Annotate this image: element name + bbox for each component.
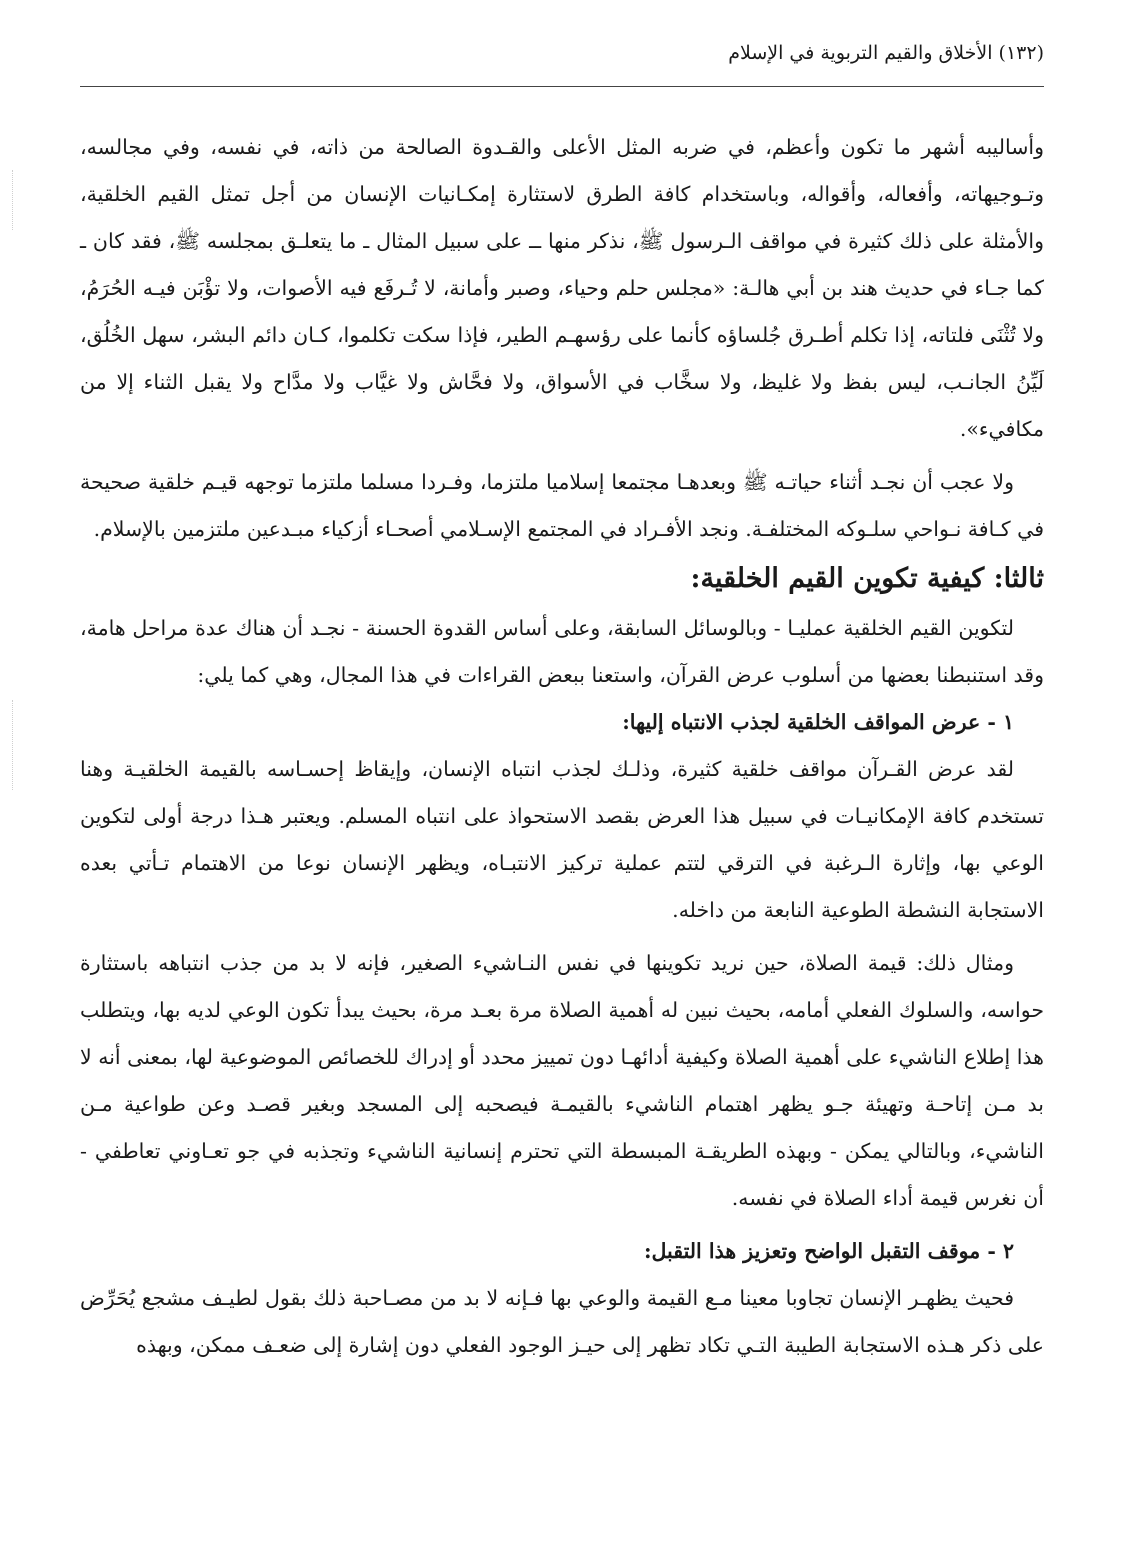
page-body — [80, 124, 1044, 1369]
running-header — [80, 38, 1044, 68]
paragraph: لتكوين القيم الخلقية عمليـا - وبالوسائل السابقة، وعلى أساس القدوة الحسنة - نجـد أن هناك عدة مراحل هامة، وقد استنبطنا بعضها من أسلوب عرض القرآن، واستعنا ببعض القراءات في هذا المجال، وهي كما يلي: — [80, 616, 1044, 687]
paragraph: ولا عجب أن نجـد أثناء حياتـه ﷺ وبعدهـا مجتمعا إسلاميا ملتزما، وفـردا مسلما ملتزما توجهه قيـم خلقية صحيحة في كـافة نـواحي سلـوكه المختلفـة. ونجد الأفـراد في المجتمع الإسـلامي أصحـاء أزكياء مبـدعين ملتزمين بالإسلام. — [80, 470, 1044, 541]
subheading: ٢ - موقف التقبل الواضح وتعزيز هذا التقبل: — [643, 1239, 1014, 1263]
paragraph: ومثال ذلك: قيمة الصلاة، حين نريد تكوينها في نفس النـاشيء الصغير، فإنه لا بد من جذب انتباهه باستثارة حواسه، والسلوك الفعلي أمامه، بحيث نبين له أهمية الصلاة مرة بعـد مرة، بحيث يبدأ تكون الوعي لديه بها، ويتطلب هذا إطلاع الناشيء على أهمية الصلاة وكيفية أدائهـا دون تمييز محدد أو إدراك للخصائص الموضوعية لها، بمعنى أنه لا بد مـن إتاحـة وتهيئة جـو يظهر اهتمام الناشيء بالقيمـة فيصحبه إلى المسجد وبغير قصـد وعن طواعية مـن الناشيء، وبالتالي يمكن - وبهذه الطريقـة المبسطة التي تحترم إنسانية الناشيء وتجذبه في جو تعـاوني تعاطفي - أن نغرس قيمة أداء الصلاة في نفسه. — [80, 951, 1044, 1210]
margin-mark — [12, 700, 13, 790]
book-title: الأخلاق والقيم التربوية في الإسلام — [728, 42, 993, 64]
paragraph: وأساليبه أشهر ما تكون وأعظم، في ضربه المثل الأعلى والقـدوة الصالحة من ذاته، في نفسه، وفي مجالسه، وتـوجيهاته، وأفعاله، وأقواله، وباستخدام كافة الطرق لاستثارة إمكـانيات الإنسان من أجل تمثل القيم الخلقية، والأمثلة على ذلك كثيرة في مواقف الـرسول ﷺ، نذكر منها ــ على سبيل المثال ـ ما يتعلـق بمجلسه ﷺ، فقد كان ـ كما جـاء في حديث هند بن أبي هالـة: «مجلس حلم وحياء، وصبر وأمانة، لا تُـرفَع فيه الأصوات، ولا تؤْبَن فيـه الحُرَمُ، ولا تُثْنَى فلتاته، إذا تكلم أطـرق جُلساؤه كأنما على رؤسهـم الطير، فإذا سكت تكلموا، كـان دائم البشر، سهل الخُلُق، لَيِّنُ الجانـب، ليس بفظ ولا غليظ، ولا سخَّاب في الأسواق، ولا فحَّاش ولا غيَّاب ولا مدَّاح ولا يقبل الثناء إلا من مكافيء». — [80, 135, 1044, 441]
margin-mark — [12, 170, 13, 230]
section-title: ثالثا: كيفية تكوين القيم الخلقية: — [690, 563, 1044, 594]
paragraph: لقد عرض القـرآن مواقف خلقية كثيرة، وذلـك لجذب انتباه الإنسان، وإيقاظ إحسـاسه بالقيمة الخلقيـة وهنا تستخدم كافة الإمكانيـات في سبيل هذا العرض بقصد الاستحواذ على انتباه المسلم. ويعتبر هـذا درجة أولى لتكوين الوعي بها، وإثارة الـرغبة في الترقي لتتم عملية تركيز الانتبـاه، ويظهر الإنسان نوعا من الاهتمام تـأتي بعده الاستجابة النشطة الطوعية النابعة من داخله. — [80, 757, 1044, 922]
paragraph: فحيث يظهـر الإنسان تجاوبا معينا مـع القيمة والوعي بها فـإنه لا بد من مصـاحبة ذلك بقول لطيـف مشجع يُحَرِّض على ذكر هـذه الاستجابة الطيبة التـي تكاد تظهر إلى حيـز الوجود الفعلي دون إشارة إلى ضعـف ممكن، وبهذه — [80, 1286, 1044, 1357]
subheading: ١ - عرض المواقف الخلقية لجذب الانتباه إليها: — [622, 710, 1014, 734]
page-number: (١٣٢) — [998, 42, 1044, 64]
header-divider — [80, 86, 1044, 87]
